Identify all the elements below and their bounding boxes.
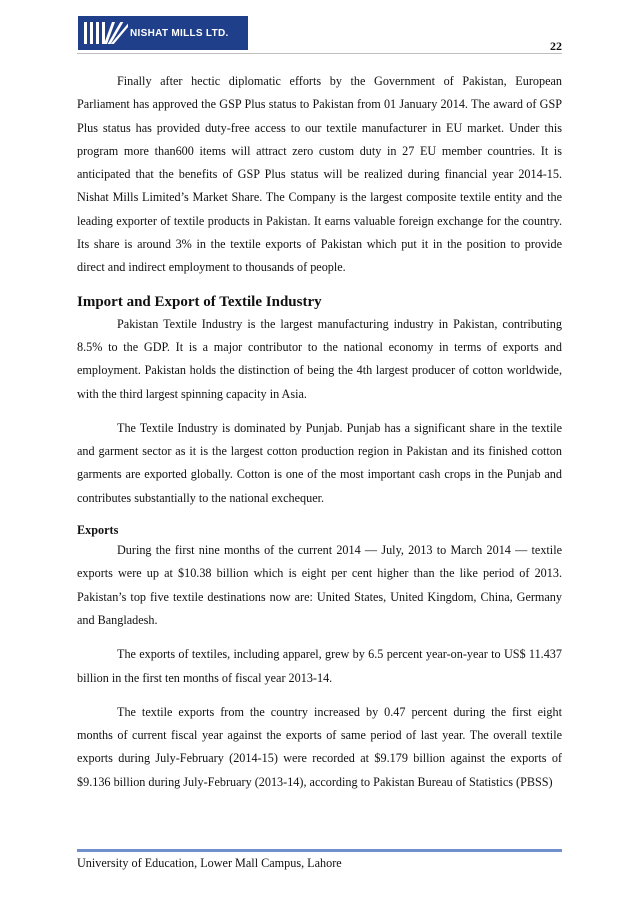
logo-stripes-icon xyxy=(78,16,128,50)
company-logo xyxy=(78,16,248,50)
page-number: 22 xyxy=(550,39,562,53)
exports-paragraph: The exports of textiles, including apparel, grew by 6.5 percent year-on-year to US$ 11.437 billion in the first ten months of fiscal year 2013-14. xyxy=(77,647,562,685)
document-body xyxy=(77,70,562,805)
section-paragraph: The Textile Industry is dominated by Punjab. Punjab has a significant share in the textile and garment sector as it is the largest cotton production region in Pakistan and its finished cotton garments are exported globally. Cotton is one of the most important cash crops in the Punjab and contributes substantially to the national exchequer. xyxy=(77,420,562,505)
logo-text: NISHAT MILLS LTD. xyxy=(130,27,229,39)
section-paragraph: Pakistan Textile Industry is the largest manufacturing industry in Pakistan, contributing 8.5% to the GDP. It is a major contributor to the national economy in terms of exports and employment. Pakistan holds the distinction of being the 4th largest producer of cotton worldwide, with the third largest spinning capacity in Asia. xyxy=(77,316,562,401)
header-divider xyxy=(77,53,562,54)
section-heading: Import and Export of Textile Industry xyxy=(77,293,322,310)
exports-paragraph: During the first nine months of the current 2014 — July, 2013 to March 2014 — textile exports were up at $10.38 billion which is eight per cent higher than the like period of 2013. Pakistan’s top five textile destinations now are: United States, United Kingdom, China, Germany and Bangladesh. xyxy=(77,543,562,627)
exports-paragraph: The textile exports from the country increased by 0.47 percent during the first eight months of current fiscal year against the exports of same period of last year. The overall textile exports during July-February (2014-15) were recorded at $9.179 billion against the exports of $9.136 billion during July-February (2013-14), according to Pakistan Bureau of Statistics (PBSS) xyxy=(77,704,562,789)
footer-divider xyxy=(77,849,562,852)
footer-text: University of Education, Lower Mall Campus, Lahore xyxy=(77,856,342,870)
intro-paragraph: Finally after hectic diplomatic efforts by the Government of Pakistan, European Parliament has approved the GSP Plus status to Pakistan from 01 January 2014. The award of GSP Plus status has provided duty-free access to our textile manufacturer in EU market. Under this program more than600 items will attract zero custom duty in 27 EU member countries. It is anticipated that the benefits of GSP Plus status will be realized during financial year 2014-15. Nishat Mills Limited’s Market Share. The Company is the largest composite textile entity and the leading exporter of textile products in Pakistan. It earns valuable foreign exchange for the country. Its share is around 3% in the textile exports of Pakistan which put it in the position to provide direct and indirect employment to thousands of people. xyxy=(77,74,562,275)
exports-heading: Exports xyxy=(77,523,119,538)
